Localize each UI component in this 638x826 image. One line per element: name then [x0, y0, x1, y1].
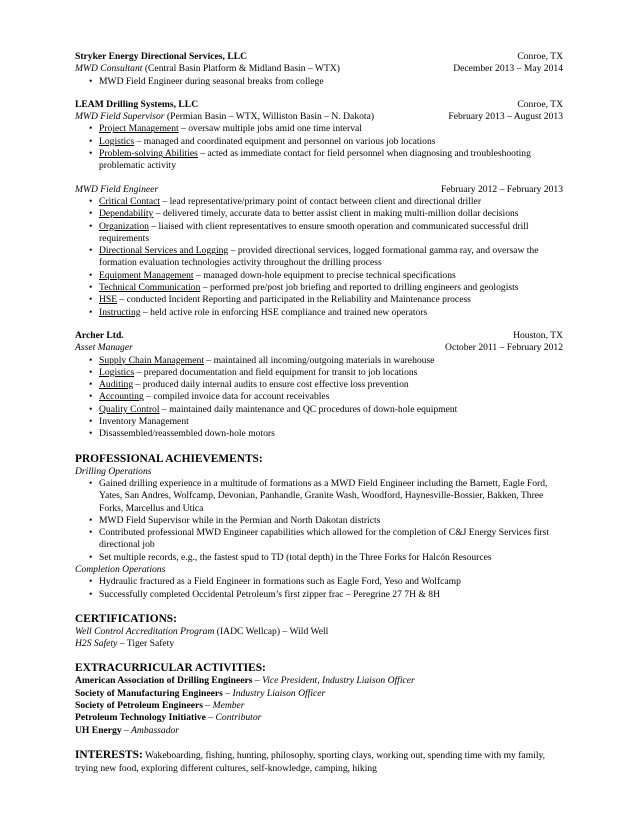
activity-item	[75, 700, 563, 712]
bullet-item	[75, 391, 563, 403]
role-title: MWD Field Supervisor	[75, 111, 165, 123]
bullet-text: – managed down-hole equipment to precise technical specifications	[193, 269, 456, 281]
role-bullets	[75, 123, 563, 172]
job-header	[75, 99, 563, 111]
activity-role: – Member	[202, 700, 245, 712]
interests-section	[75, 748, 563, 775]
bullet-text: Inventory Management	[99, 416, 189, 428]
bullet-text: – held active role in enforcing HSE compliance and trained new operators	[140, 306, 428, 318]
bullet-item	[75, 307, 563, 319]
bullet-label: Auditing	[99, 379, 134, 391]
bullet-item	[75, 76, 563, 88]
bullet-item: • Contributed professional MWD Engineer capabilities which allowed for the completion of C&J Energy Services first directional job	[75, 527, 563, 552]
bullet-item	[75, 294, 563, 306]
resume-page	[75, 51, 563, 775]
bullet-item	[75, 367, 563, 379]
bullet-label: Logistics	[99, 366, 135, 378]
bullet-text: – acted as immediate contact for field personnel when diagnosing and troubleshooting problematic activity	[99, 148, 531, 172]
bullet-item	[75, 404, 563, 416]
bullet-item: • Set multiple records, e.g., the fastest spud to TD (total depth) in the Three Forks for Halcón Resources	[75, 552, 563, 564]
bullet-text: – lead representative/primary point of contact between client and directional driller	[160, 195, 482, 207]
bullet-item	[75, 428, 563, 440]
bullet-text: – maintained daily maintenance and QC procedures of down-hole equipment	[159, 403, 458, 415]
bullet-item	[75, 196, 563, 208]
role-title: Asset Manager	[75, 342, 133, 354]
role-title: MWD Consultant	[75, 63, 143, 75]
bullet-item: • Gained drilling experience in a multitude of formations as a MWD Field Engineer including the Barnett, Eagle Ford, Yates, San Andres, Wolfcamp, Devonian, Panhandle, Granite Wash, Woodford, Haynesville-Bossier, Bakken, Three Forks, Marcellus and Utica	[75, 478, 563, 515]
bullet-item	[75, 123, 563, 135]
job-header	[75, 330, 563, 342]
certifications-section	[75, 612, 563, 651]
certification-item	[75, 626, 563, 638]
job-leam	[75, 99, 563, 319]
bullet-label: Critical Contact	[99, 195, 161, 207]
bullet-text: – performed pre/post job briefing and reported to drilling engineers and geologists	[200, 282, 519, 294]
job-location: Conroe, TX	[517, 51, 563, 62]
cert-name: Well Control Accreditation Program	[75, 625, 215, 637]
bullet-label: Dependability	[99, 208, 154, 220]
role-header	[75, 342, 563, 354]
job-location: Conroe, TX	[517, 98, 563, 110]
section-heading: INTERESTS:	[75, 748, 143, 761]
role-dates: February 2013 – August 2013	[448, 111, 563, 123]
bullet-item	[75, 148, 563, 173]
bullet-item	[75, 245, 563, 270]
bullet-label: Accounting	[99, 391, 144, 403]
bullet-item: • Successfully completed Occidental Petroleum’s first zipper frac – Peregrine 27 7H & 8H	[75, 589, 563, 601]
cert-detail: (IADC Wellcap) – Wild Well	[214, 625, 329, 637]
bullet-text: MWD Field Engineer during seasonal breaks from college	[99, 75, 324, 87]
activity-org: American Association of Drilling Engineers	[75, 675, 253, 687]
bullet-label: Directional Services and Logging	[99, 245, 229, 257]
activity-role: – Ambassador	[121, 724, 180, 736]
role-bullets	[75, 196, 563, 319]
achievement-bullets	[75, 576, 563, 601]
role-dates: February 2012 – February 2013	[440, 183, 563, 195]
job-archer	[75, 330, 563, 441]
bullet-text: – maintained all incoming/outgoing materials in warehouse	[203, 354, 435, 366]
bullet-label: Technical Communication	[99, 282, 201, 294]
role-bullets	[75, 355, 563, 441]
job-location: Houston, TX	[513, 329, 563, 341]
role-dates: December 2013 – May 2014	[453, 63, 563, 75]
role-title-line	[75, 63, 340, 75]
bullet-item	[75, 270, 563, 282]
bullet-label: Instructing	[99, 306, 141, 318]
bullet-text: – oversaw multiple jobs amid one time interval	[178, 123, 362, 135]
section-heading: EXTRACURRICULAR ACTIVITIES:	[75, 662, 266, 675]
cert-detail: – Tiger Safety	[117, 638, 175, 650]
section-heading: CERTIFICATIONS:	[75, 612, 177, 625]
achievement-group-title: Drilling Operations	[75, 465, 152, 477]
role-dates: October 2011 – February 2012	[445, 342, 563, 354]
bullet-item	[75, 282, 563, 294]
bullet-label: Logistics	[99, 135, 135, 147]
bullet-text: Disassembled/reassembled down-hole motors	[99, 428, 275, 440]
activity-role: – Industry Liaison Officer	[222, 687, 326, 699]
bullet-text: – compiled invoice data for account receivables	[143, 391, 330, 403]
bullet-label: Problem-solving Abilities	[99, 148, 198, 160]
activity-item	[75, 725, 563, 737]
bullet-text: – managed and coordinated equipment and personnel on various job locations	[134, 135, 436, 147]
bullet-label: Quality Control	[99, 403, 160, 415]
bullet-label: Project Management	[99, 123, 179, 135]
bullet-item	[75, 355, 563, 367]
achievements-section	[75, 452, 563, 601]
bullet-text: – provided directional services, logged formational gamma ray, and oversaw the formation evaluation technologies activity throughout the drilling process	[99, 245, 539, 269]
role-title-line	[75, 111, 374, 123]
job-header	[75, 51, 563, 63]
bullet-text: – liaised with client representatives to ensure smooth operation and communicated successful drill requirements	[99, 220, 529, 244]
bullet-item	[75, 136, 563, 148]
activity-org: Petroleum Technology Initiative	[75, 712, 206, 724]
cert-name: H2S Safety	[75, 638, 118, 650]
activity-org: Society of Petroleum Engineers	[75, 700, 203, 712]
activity-role: – Contributor	[205, 712, 262, 724]
bullet-label: Equipment Management	[99, 269, 194, 281]
bullet-label: Organization	[99, 220, 149, 232]
activity-item	[75, 675, 563, 687]
bullet-item	[75, 416, 563, 428]
bullet-text: – produced daily internal audits to ensure cost effective loss prevention	[133, 379, 409, 391]
achievement-group-title: Completion Operations	[75, 563, 166, 575]
role-header	[75, 63, 563, 75]
bullet-item	[75, 379, 563, 391]
company-name: Archer Ltd.	[75, 329, 124, 341]
achievement-bullets	[75, 478, 563, 564]
role-title: MWD Field Engineer	[75, 183, 159, 195]
activity-item	[75, 712, 563, 724]
activity-role: – Vice President, Industry Liaison Officer	[252, 675, 415, 687]
role-bullets	[75, 76, 563, 88]
job-stryker	[75, 51, 563, 88]
bullet-item: • Hydraulic fractured as a Field Engineer in formations such as Eagle Ford, Yeso and Wolfcamp	[75, 576, 563, 588]
bullet-item: • MWD Field Supervisor while in the Permian and North Dakotan districts	[75, 515, 563, 527]
company-name: LEAM Drilling Systems, LLC	[75, 98, 199, 110]
bullet-item	[75, 208, 563, 220]
bullet-text: – delivered timely, accurate data to better assist client in making multi-million dollar decisions	[153, 208, 519, 220]
bullet-label: HSE	[99, 294, 118, 306]
bullet-item	[75, 221, 563, 246]
role-detail: (Permian Basin – WTX, Williston Basin – N. Dakota)	[164, 111, 375, 123]
role-header	[75, 184, 563, 196]
activity-org: Society of Manufacturing Engineers	[75, 687, 223, 699]
company-name: Stryker Energy Directional Services, LLC	[75, 51, 248, 62]
bullet-text: – prepared documentation and field equipment for transit to job locations	[134, 366, 418, 378]
interests-text: Wakeboarding, fishing, hunting, philosophy, sporting clays, working out, spending time with my family, trying new food, exploring different cultures, self-knowledge, camping, hiking	[75, 749, 546, 774]
certification-item	[75, 638, 563, 650]
bullet-label: Supply Chain Management	[99, 354, 204, 366]
bullet-text: – conducted Incident Reporting and participated in the Reliability and Maintenance process	[117, 294, 471, 306]
role-detail: (Central Basin Platform & Midland Basin – WTX)	[142, 63, 340, 75]
activity-item	[75, 688, 563, 700]
activity-org: UH Energy	[75, 724, 122, 736]
section-heading: PROFESSIONAL ACHIEVEMENTS:	[75, 452, 263, 465]
role-header	[75, 111, 563, 123]
extracurricular-section	[75, 661, 563, 736]
